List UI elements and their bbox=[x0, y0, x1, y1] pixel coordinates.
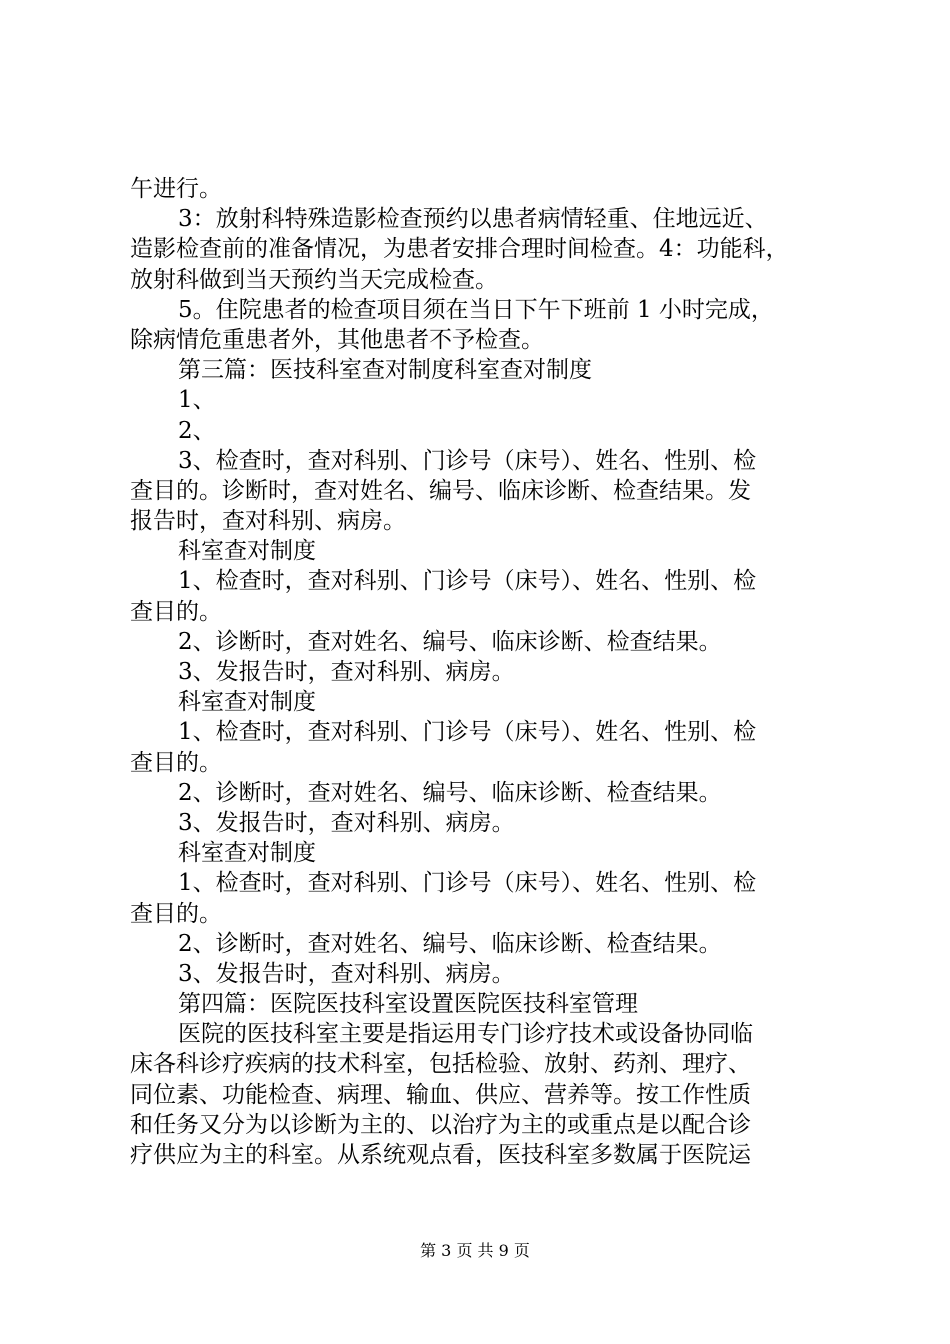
text-line: 3、检查时，查对科别、门诊号（床号）、姓名、性别、检 bbox=[178, 447, 757, 474]
text-line: 第三篇：医技科室查对制度科室查对制度 bbox=[178, 357, 592, 384]
text-line: 疗供应为主的科室。从系统观点看，医技科室多数属于医院运 bbox=[130, 1142, 751, 1168]
text-line: 1、检查时，查对科别、门诊号（床号）、姓名、性别、检 bbox=[178, 870, 757, 897]
text-line: 第四篇：医院医技科室设置医院医技科室管理 bbox=[178, 991, 638, 1018]
text-line: 午进行。 bbox=[130, 176, 222, 202]
text-line: 3：放射科特殊造影检查预约以患者病情轻重、住地远近、 bbox=[178, 206, 768, 233]
text-line: 除病情危重患者外，其他患者不予检查。 bbox=[130, 326, 544, 353]
text-line: 和任务又分为以诊断为主的、以治疗为主的或重点是以配合诊 bbox=[130, 1111, 751, 1138]
text-line: 科室查对制度 bbox=[178, 840, 316, 867]
text-line: 1、检查时，查对科别、门诊号（床号）、姓名、性别、检 bbox=[178, 568, 757, 595]
text-line: 3、发报告时，查对科别、病房。 bbox=[178, 960, 515, 987]
page-footer: 第 3 页 共 9 页 bbox=[420, 1241, 530, 1260]
text-line: 1、检查时，查对科别、门诊号（床号）、姓名、性别、检 bbox=[178, 719, 757, 746]
text-line: 查目的。 bbox=[130, 749, 222, 776]
text-line: 2、诊断时，查对姓名、编号、临床诊断、检查结果。 bbox=[178, 628, 722, 655]
text-line: 报告时，查对科别、病房。 bbox=[130, 508, 406, 535]
text-line: 2、诊断时，查对姓名、编号、临床诊断、检查结果。 bbox=[178, 779, 722, 806]
text-line: 查目的。 bbox=[130, 598, 222, 625]
text-line: 科室查对制度 bbox=[178, 689, 316, 716]
text-line: 同位素、功能检查、病理、输血、供应、营养等。按工作性质 bbox=[130, 1081, 751, 1108]
text-line: 查目的。 bbox=[130, 900, 222, 927]
text-line: 2、诊断时，查对姓名、编号、临床诊断、检查结果。 bbox=[178, 930, 722, 957]
text-line: 科室查对制度 bbox=[178, 538, 316, 565]
text-line: 3、发报告时，查对科别、病房。 bbox=[178, 809, 515, 836]
text-line: 1、 bbox=[178, 387, 216, 414]
text-line: 造影检查前的准备情况，为患者安排合理时间检查。4：功能科， bbox=[130, 236, 789, 263]
text-line: 查目的。诊断时，查对姓名、编号、临床诊断、检查结果。发 bbox=[130, 477, 751, 504]
text-line: 2、 bbox=[178, 417, 216, 444]
text-line: 放射科做到当天预约当天完成检查。 bbox=[130, 266, 498, 293]
text-line: 5。住院患者的检查项目须在当日下午下班前 1 小时完成， bbox=[178, 296, 774, 323]
document-body bbox=[130, 174, 835, 1170]
text-line: 医院的医技科室主要是指运用专门诊疗技术或设备协同临 bbox=[178, 1021, 753, 1048]
text-line: 3、发报告时，查对科别、病房。 bbox=[178, 659, 515, 685]
text-line: 床各科诊疗疾病的技术科室，包括检验、放射、药剂、理疗、 bbox=[130, 1051, 751, 1078]
